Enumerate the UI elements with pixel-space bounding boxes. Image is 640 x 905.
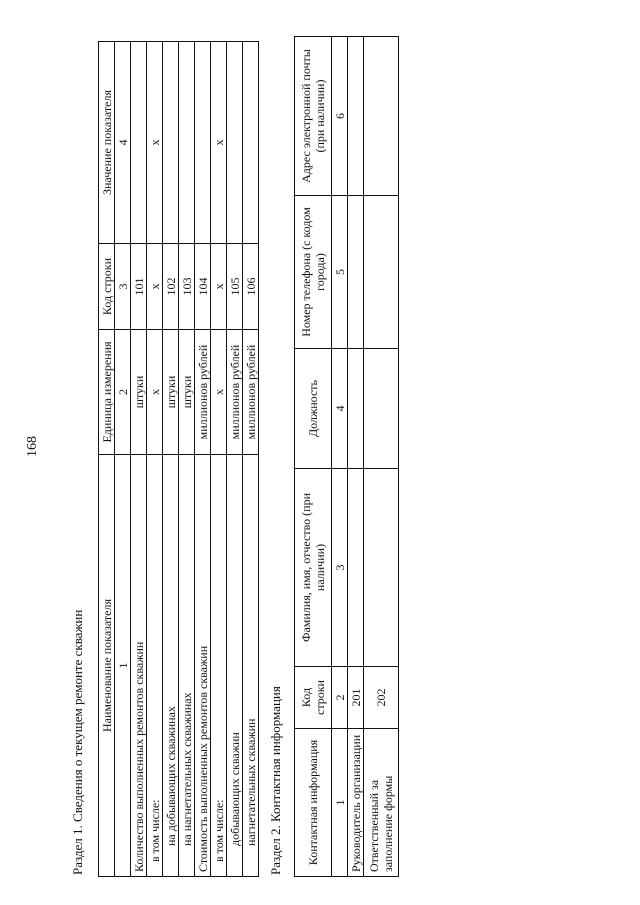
value-cell: х <box>147 42 163 244</box>
header-phone: Номер телефона (с кодом города) <box>295 196 332 349</box>
column-number: 4 <box>115 42 131 244</box>
indicator-name: Стоимость выполненных ремонтов скважин <box>195 455 211 877</box>
table-row <box>179 42 195 877</box>
indicator-name: добывающих скважин <box>227 455 243 877</box>
column-number: 4 <box>332 349 348 469</box>
code-cell: х <box>211 244 227 330</box>
indicator-name: Количество выполненных ремонтов скважин <box>131 455 147 877</box>
full-name-cell[interactable] <box>348 469 364 667</box>
value-cell[interactable] <box>243 42 259 244</box>
position-cell[interactable] <box>348 349 364 469</box>
header-value: Значение показателя <box>99 42 115 244</box>
value-cell: х <box>211 42 227 244</box>
section2-title: Раздел 2. Контактная информация <box>268 686 283 875</box>
table-header-row <box>99 42 115 877</box>
table-row <box>364 37 399 877</box>
indicator-name: в том числе: <box>211 455 227 877</box>
unit-cell: миллионов рублей <box>227 330 243 455</box>
header-email: Адрес электронной почты (при наличии) <box>295 37 332 196</box>
code-cell: 105 <box>227 244 243 330</box>
column-number: 2 <box>332 667 348 729</box>
table-row <box>227 42 243 877</box>
code-cell: 103 <box>179 244 195 330</box>
contact-info-table <box>294 36 399 877</box>
table-row <box>195 42 211 877</box>
column-number: 6 <box>332 37 348 196</box>
header-indicator-name: Наименование показателя <box>99 455 115 877</box>
header-unit: Единица измерения <box>99 330 115 455</box>
column-number-row <box>115 42 131 877</box>
code-cell: х <box>147 244 163 330</box>
table-row <box>211 42 227 877</box>
unit-cell: штуки <box>131 330 147 455</box>
column-number: 5 <box>332 196 348 349</box>
phone-cell[interactable] <box>348 196 364 349</box>
column-number: 2 <box>115 330 131 455</box>
table-header-row <box>295 37 332 877</box>
indicator-name: на добывающих скважинах <box>163 455 179 877</box>
value-cell[interactable] <box>195 42 211 244</box>
code-cell: 101 <box>131 244 147 330</box>
unit-cell: штуки <box>179 330 195 455</box>
table-row <box>131 42 147 877</box>
code-cell: 202 <box>364 667 399 729</box>
column-number: 1 <box>332 729 348 877</box>
value-cell[interactable] <box>163 42 179 244</box>
header-line-code: Код строки <box>295 667 332 729</box>
unit-cell: миллионов рублей <box>243 330 259 455</box>
contact-role: Ответственный за заполнение формы <box>364 729 399 877</box>
code-cell: 104 <box>195 244 211 330</box>
value-cell[interactable] <box>179 42 195 244</box>
email-cell[interactable] <box>364 37 399 196</box>
section1-title: Раздел 1. Сведения о текущем ремонте скважин <box>70 609 85 875</box>
code-cell: 102 <box>163 244 179 330</box>
column-number-row <box>332 37 348 877</box>
header-line-code: Код строки <box>99 244 115 330</box>
column-number: 1 <box>115 455 131 877</box>
indicator-name: нагнетательных скважин <box>243 455 259 877</box>
column-number: 3 <box>332 469 348 667</box>
table-row <box>348 37 364 877</box>
header-full-name: Фамилия, имя, отчество (при наличии) <box>295 469 332 667</box>
phone-cell[interactable] <box>364 196 399 349</box>
table-row <box>147 42 163 877</box>
indicator-name: в том числе: <box>147 455 163 877</box>
position-cell[interactable] <box>364 349 399 469</box>
value-cell[interactable] <box>227 42 243 244</box>
value-cell[interactable] <box>131 42 147 244</box>
column-number: 3 <box>115 244 131 330</box>
unit-cell: х <box>147 330 163 455</box>
code-cell: 201 <box>348 667 364 729</box>
header-contact-info: Контактная информация <box>295 729 332 877</box>
table-row <box>243 42 259 877</box>
page-number: 168 <box>25 436 40 457</box>
unit-cell: миллионов рублей <box>195 330 211 455</box>
full-name-cell[interactable] <box>364 469 399 667</box>
code-cell: 106 <box>243 244 259 330</box>
repair-info-table <box>98 41 259 877</box>
contact-role: Руководитель организации <box>348 729 364 877</box>
indicator-name: на нагнетательных скважинах <box>179 455 195 877</box>
unit-cell: штуки <box>163 330 179 455</box>
table-row <box>163 42 179 877</box>
unit-cell: х <box>211 330 227 455</box>
email-cell[interactable] <box>348 37 364 196</box>
header-position: Должность <box>295 349 332 469</box>
